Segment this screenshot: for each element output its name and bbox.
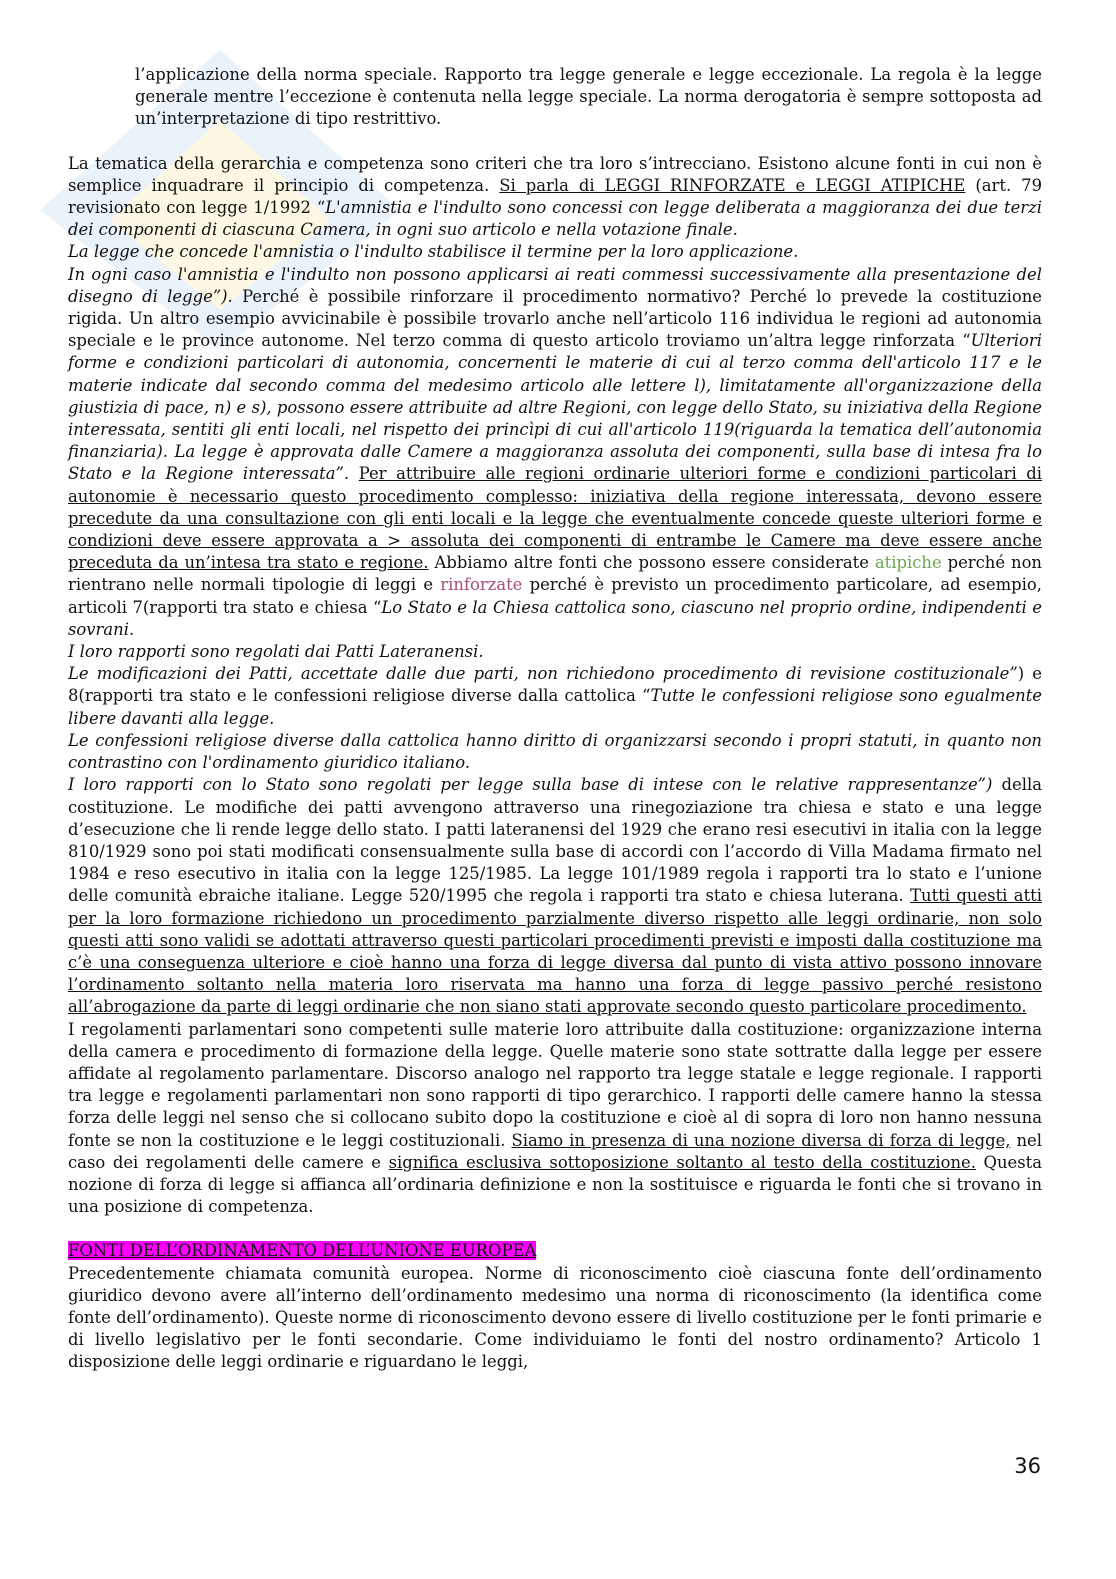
- highlight-atipiche: atipiche: [874, 553, 942, 573]
- quote-text: In ogni caso l'amnistia e l'indulto non possono applicarsi ai reati commessi successivamente alla presentazione del disegno di legge”).: [68, 264, 1042, 306]
- quote-text: Ulteriori forme e condizioni particolari di autonomia, concernenti le materie di cui al terzo comma dell'articolo 117 e le materie indicate dal secondo comma del medesimo articolo alle lettere l), limitatamente all'organizzazione della giustizia di pace, n) e s), possono essere attribuite ad altre Regioni, con legge dello Stato, su iniziativa della Regione interessata, sentiti gli enti locali, nel rispetto dei princìpi di cui all'articolo 119(riguarda la tematica dell’autonomia finanziaria). La legge è approvata dalle Camere a maggioranza assoluta dei componenti, sulla base di intesa fra lo Stato e la Regione interessata”.: [68, 331, 1042, 484]
- paragraph-norma-speciale: l’applicazione della norma speciale. Rapporto tra legge generale e legge eccezionale. La regola è la legge generale mentre l’eccezione è contenuta nella legge speciale. La norma derogatoria è sempre sottoposta ad un’interpretazione di tipo restrittivo.: [135, 65, 1042, 129]
- section-heading: [68, 1240, 1042, 1262]
- underlined-text: significa esclusiva sottoposizione soltanto al testo della costituzione.: [388, 1152, 976, 1172]
- quote-text: Lo Stato e la Chiesa cattolica sono, ciascuno nel proprio ordine, indipendenti e sovrani.: [68, 597, 1042, 639]
- underlined-text: Tutti questi atti per la loro formazione richiedono un procedimento parzialmente diverso rispetto alle leggi ordinarie, non solo questi atti sono validi se adottati attraverso questi particolari procedimenti previsti e imposti dalla costituzione ma c’è una conseguenza ulteriore e cioè hanno una forza di legge diversa dal punto di vista attivo possono innovare l’ordinamento soltanto nella materia loro riservata ma hanno una forza di legge passivo perché resistono all’abrogazione da parte di leggi ordinarie che non siano stati approvate secondo questo particolare procedimento.: [68, 886, 1042, 1017]
- quote-text: L'amnistia e l'indulto sono concessi con legge deliberata a maggioranza dei due terzi dei componenti di ciascuna Camera, in ogni suo articolo e nella votazione finale.: [68, 198, 1042, 240]
- section-heading-text: FONTI DELL’ORDINAMENTO DELL’UNIONE EUROPEA: [68, 1241, 537, 1261]
- quote-text: La legge che concede l'amnistia o l'indulto stabilisce il termine per la loro applicazione.: [68, 242, 799, 262]
- underlined-text: Per attribuire alle regioni ordinarie ulteriori forme e condizioni particolari di autonomie è necessario questo procedimento complesso: iniziativa della regione interessata, devono essere precedute da una consultazione con gli enti locali e la legge che eventualmente concede queste ulteriori forme e condizioni deve essere approvata a > assoluta dei componenti di entrambe le Camere ma deve essere anche preceduta da un’intesa tra stato e regione.: [68, 464, 1042, 573]
- underlined-text: Siamo in presenza di una nozione diversa di forza di legge,: [511, 1130, 1011, 1150]
- quote-text: Le confessioni religiose diverse dalla cattolica hanno diritto di organizzarsi secondo i propri statuti, in quanto non contrastino con l'ordinamento giuridico italiano.: [68, 730, 1042, 773]
- quote-text: I loro rapporti sono regolati dai Patti Lateranensi.: [68, 642, 484, 662]
- underlined-text: Si parla di LEGGI RINFORZATE e LEGGI ATIPICHE: [499, 175, 966, 195]
- page-number: 36: [1014, 1454, 1041, 1478]
- quote-text: Le modificazioni dei Patti, accettate dalle due parti, non richiedono procedimento di revisione costituzionale”: [68, 664, 1018, 684]
- quote-text: Tutte le confessioni religiose sono egualmente libere davanti alla legge.: [68, 686, 1042, 728]
- paragraph-regolamenti-parlamentari: I regolamenti parlamentari sono competenti sulle materie loro attribuite dalla costituzione: organizzazione interna della camera e procedimento di formazione della legge. Quelle materie sono state sottratte dalla legge per essere affidate al regolamento parlamentare. Discorso analogo nel rapporto tra legge statale e legge regionale. I rapporti tra legge e regolamenti parlamentari non sono rapporti di tipo gerarchico. I rapporti delle camere hanno la stessa forza delle leggi nel senso che si collocano subito dopo la costituzione e cioè al di sopra di loro non hanno nessuna fonte se non la costituzione e le leggi costituzionali. Siamo in presenza di una nozione diversa di forza di legge, nel caso dei regolamenti delle camere e significa esclusiva sottoposizione soltanto al testo della costituzione. Questa nozione di forza di legge si affianca all’ordinaria definizione e non la sostituisce e riguarda le fonti che si trovano in una posizione di competenza.: [68, 1019, 1043, 1217]
- document-page: [68, 64, 1042, 1374]
- paragraph-leggi-rinforzate: La tematica della gerarchia e competenza sono criteri che tra loro s’intrecciano. Esistono alcune fonti in cui non è semplice inquadrare il principio di competenza. Si parla di LEGGI RINFORZATE e LEGGI ATIPICHE (art. 79 revisionato con legge 1/1992 “L'amnistia e l'indulto sono concessi con legge deliberata a maggioranza dei due terzi dei componenti di ciascuna Camera, in ogni suo articolo e nella votazione finale. La legge che concede l'amnistia o l'indulto stabilisce il termine per la loro applicazione. In ogni caso l'amnistia e l'indulto non possono applicarsi ai reati commessi successivamente alla presentazione del disegno di legge”). Perché è possibile rinforzare il procedimento normativo? Perché lo prevede la costituzione rigida. Un altro esempio avvicinabile è possibile trovarlo anche nell’articolo 116 individua le regioni ad autonomia speciale e le province autonome. Nel terzo comma di questo articolo troviamo un’altra legge rinforzata “Ulteriori forme e condizioni particolari di autonomia, concernenti le materie di cui al terzo comma dell'articolo 117 e le materie indicate dal secondo comma del medesimo articolo alle lettere l), limitatamente all'organizzazione della giustizia di pace, n) e s), possono essere attribuite ad altre Regioni, con legge dello Stato, su iniziativa della Regione interessata, sentiti gli enti locali, nel rispetto dei princìpi di cui all'articolo 119(riguarda la tematica dell’autonomia finanziaria). La legge è approvata dalle Camere a maggioranza assoluta dei componenti, sulla base di intesa fra lo Stato e la Regione interessata”. Per attribuire alle regioni ordinarie ulteriori forme e condizioni particolari di autonomie è necessario questo procedimento complesso: iniziativa della regione interessata, devono essere precedute da una consultazione con gli enti locali e la legge che eventualmente concede queste ulteriori forme e condizioni deve essere approvata a > assoluta dei componenti di entrambe le Camere ma deve essere anche preceduta da un’intesa tra stato e regione. Abbiamo altre fonti che possono essere considerate atipiche perché non rientrano nelle normali tipologie di leggi e rinforzate perché è previsto un procedimento particolare, ad esempio, articoli 7(rapporti tra stato e chiesa “Lo Stato e la Chiesa cattolica sono, ciascuno nel proprio ordine, indipendenti e sovrani. I loro rapporti sono regolati dai Patti Lateranensi. Le modificazioni dei Patti, accettate dalle due parti, non richiedono procedimento di revisione costituzionale”) e 8(rapporti tra stato e le confessioni religiose diverse dalla cattolica “Tutte le confessioni religiose sono egualmente libere davanti alla legge. Le confessioni religiose diverse dalla cattolica hanno diritto di organizzarsi secondo i propri statuti, in quanto non contrastino con l'ordinamento giuridico italiano. I loro rapporti con lo Stato sono regolati per legge sulla base di intese con le relative rappresentanze”) della costituzione. Le modifiche dei patti avvengono attraverso una rinegoziazione tra chiesa e stato e una legge d’esecuzione che li rende legge dello stato. I patti lateranensi del 1929 che erano resi esecutivi in italia con la legge 810/1929 sono poi stati modificati consensualmente sulla base di accordi con l’accordo di Villa Madama firmato nel 1984 e reso esecutivo in italia con la legge 125/1985. La legge 101/1989 regola i rapporti tra lo stato e l’unione delle comunità ebraiche italiane. Legge 520/1995 che regola i rapporti tra stato e chiesa luterana. Tutti questi atti per la loro formazione richiedono un procedimento parzialmente diverso rispetto alle leggi ordinarie, non solo questi atti sono validi se adottati attraverso questi particolari procedimenti previsti e imposti dalla costituzione ma c’è una conseguenza ulteriore e cioè hanno una forza di legge diversa dal punto di vista attivo possono innovare l’ordinamento soltanto nella materia loro riservata ma hanno una forza di legge passivo perché resistono all’abrogazione da parte di leggi ordinarie che non siano stati approvate secondo questo particolare procedimento.: [68, 153, 1043, 1017]
- paragraph-unione-europea: Precedentemente chiamata comunità europea. Norme di riconoscimento cioè ciascuna fonte dell’ordinamento giuridico devono avere all’interno dell’ordinamento medesimo una norma di riconoscimento (la identifica come fonte dell’ordinamento). Queste norme di riconoscimento devono essere di livello costituzione per le fonti primarie e di livello legislativo per le fonti secondarie. Come individuiamo le fonti del nostro ordinamento? Articolo 1 disposizione delle leggi ordinarie e riguardano le leggi,: [68, 1263, 1042, 1372]
- highlight-rinforzate: rinforzate: [440, 575, 523, 595]
- quote-text: I loro rapporti con lo Stato sono regolati per legge sulla base di intese con le relative rappresentanze”): [68, 775, 993, 795]
